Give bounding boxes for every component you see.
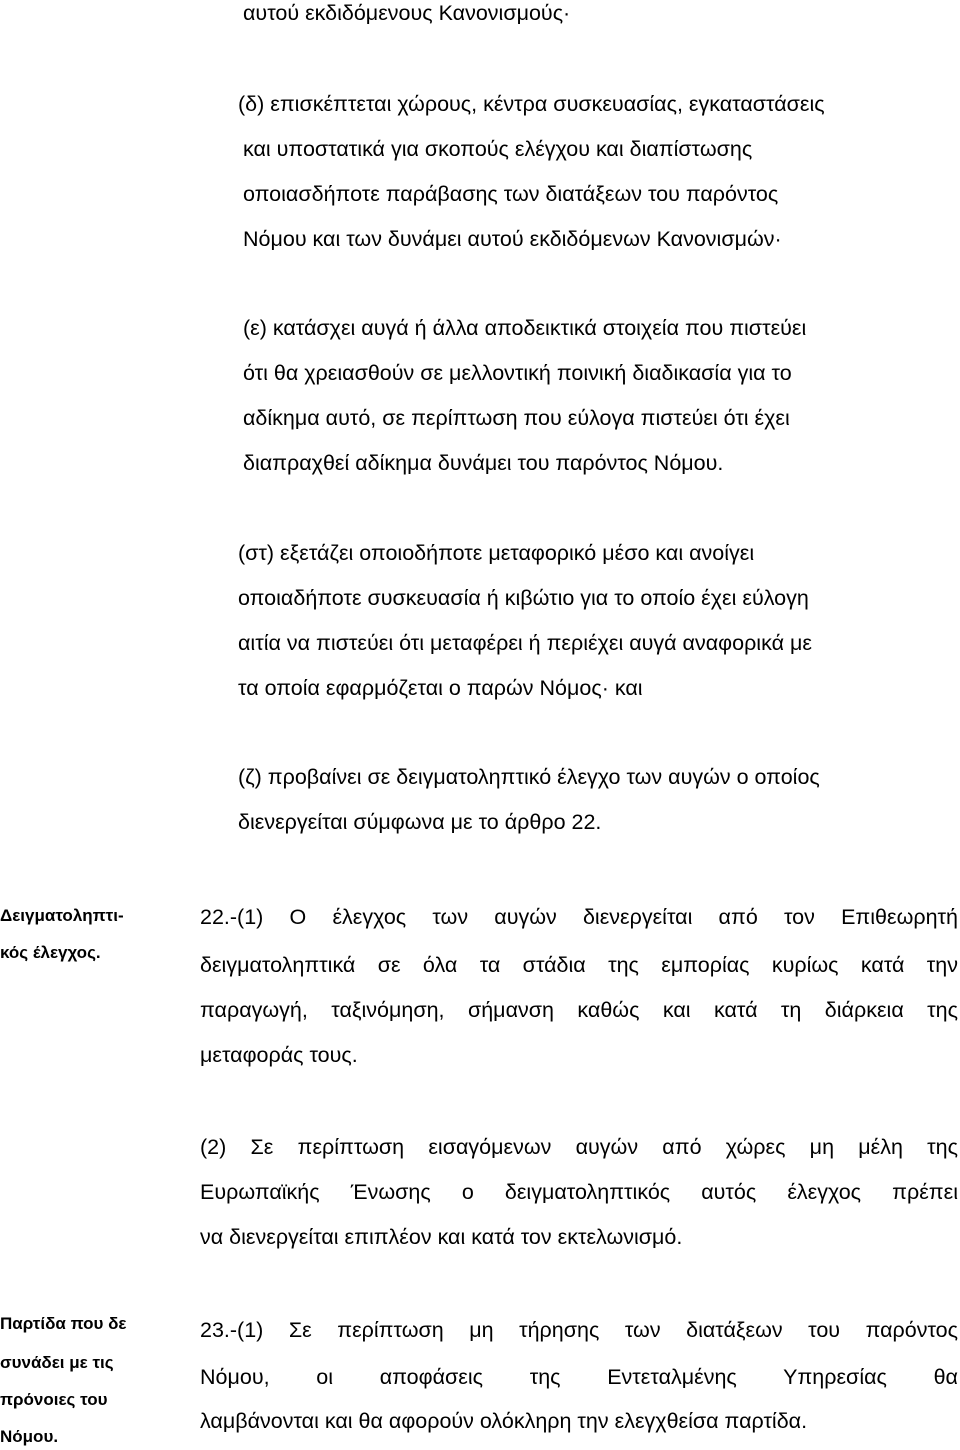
section-23-sub1-line-3: λαμβάνονται και θα αφορούν ολόκληρη την ελεγχθείσα παρτίδα. bbox=[200, 1409, 808, 1433]
section-22-sub1-line-3: παραγωγή, ταξινόμηση, σήμανση καθώς και κατά τη διάρκεια της bbox=[200, 998, 958, 1022]
section-23-margin-title-line-1: Παρτίδα που δε bbox=[0, 1314, 127, 1333]
para-d-line-4: Νόμου και των δυνάμει αυτού εκδιδόμενων Κανονισμών· bbox=[243, 227, 782, 251]
section-22-sub1-line-4: μεταφοράς τους. bbox=[200, 1043, 358, 1067]
para-d-line-3: οποιασδήποτε παράβασης των διατάξεων του παρόντος bbox=[243, 182, 779, 206]
para-e-line-2: ότι θα χρειασθούν σε μελλοντική ποινική διαδικασία για το bbox=[243, 361, 792, 385]
top-fragment-line: αυτού εκδιδόμενους Κανονισμούς· bbox=[243, 1, 571, 25]
section-23-margin-title-line-3: πρόνοιες του bbox=[0, 1390, 108, 1409]
para-z-line-2: διενεργείται σύμφωνα με το άρθρο 22. bbox=[238, 810, 602, 834]
para-st-line-2: οποιαδήποτε συσκευασία ή κιβώτιο για το οποίο έχει εύλογη bbox=[238, 586, 809, 610]
para-z-line-1: (ζ) προβαίνει σε δειγματοληπτικό έλεγχο των αυγών ο οποίος bbox=[238, 765, 820, 789]
section-22-sub2-line-1: (2) Σε περίπτωση εισαγόμενων αυγών από χώρες μη μέλη της bbox=[200, 1135, 958, 1159]
section-22-sub2-line-3: να διενεργείται επιπλέον και κατά τον εκτελωνισμό. bbox=[200, 1225, 683, 1249]
section-23-sub1-line-2: Νόμου, οι αποφάσεις της Εντεταλμένης Υπηρεσίας θα bbox=[200, 1365, 958, 1389]
para-d-line-2: και υποστατικά για σκοπούς ελέγχου και διαπίστωσης bbox=[243, 137, 753, 161]
para-st-line-3: αιτία να πιστεύει ότι μεταφέρει ή περιέχει αυγά αναφορικά με bbox=[238, 631, 812, 655]
section-23-margin-title-line-2: συνάδει με τις bbox=[0, 1353, 114, 1372]
section-22-sub1-line-1: 22.-(1) Ο έλεγχος των αυγών διενεργείται από τον Επιθεωρητή bbox=[200, 905, 958, 929]
section-23-sub1-line-1: 23.-(1) Σε περίπτωση μη τήρησης των διατάξεων του παρόντος bbox=[200, 1318, 958, 1342]
para-e-line-4: διαπραχθεί αδίκημα δυνάμει του παρόντος Νόμου. bbox=[243, 451, 724, 475]
section-22-margin-title-line-1: Δειγματοληπτι- bbox=[0, 906, 124, 925]
section-22-margin-title-line-2: κός έλεγχος. bbox=[0, 943, 101, 962]
section-22-sub1-line-2: δειγματοληπτικά σε όλα τα στάδια της εμπορίας κυρίως κατά την bbox=[200, 953, 958, 977]
para-st-line-1: (στ) εξετάζει οποιοδήποτε μεταφορικό μέσο και ανοίγει bbox=[238, 541, 755, 565]
section-23-margin-title-line-4: Νόμου. bbox=[0, 1427, 59, 1446]
section-22-sub2-line-2: Ευρωπαϊκής Ένωσης ο δειγματοληπτικός αυτός έλεγχος πρέπει bbox=[200, 1180, 958, 1204]
para-e-line-1: (ε) κατάσχει αυγά ή άλλα αποδεικτικά στοιχεία που πιστεύει bbox=[243, 316, 807, 340]
para-st-line-4: τα οποία εφαρμόζεται ο παρών Νόμος· και bbox=[238, 676, 643, 700]
para-e-line-3: αδίκημα αυτό, σε περίπτωση που εύλογα πιστεύει ότι έχει bbox=[243, 406, 790, 430]
para-d-line-1: (δ) επισκέπτεται χώρους, κέντρα συσκευασίας, εγκαταστάσεις bbox=[238, 92, 825, 116]
